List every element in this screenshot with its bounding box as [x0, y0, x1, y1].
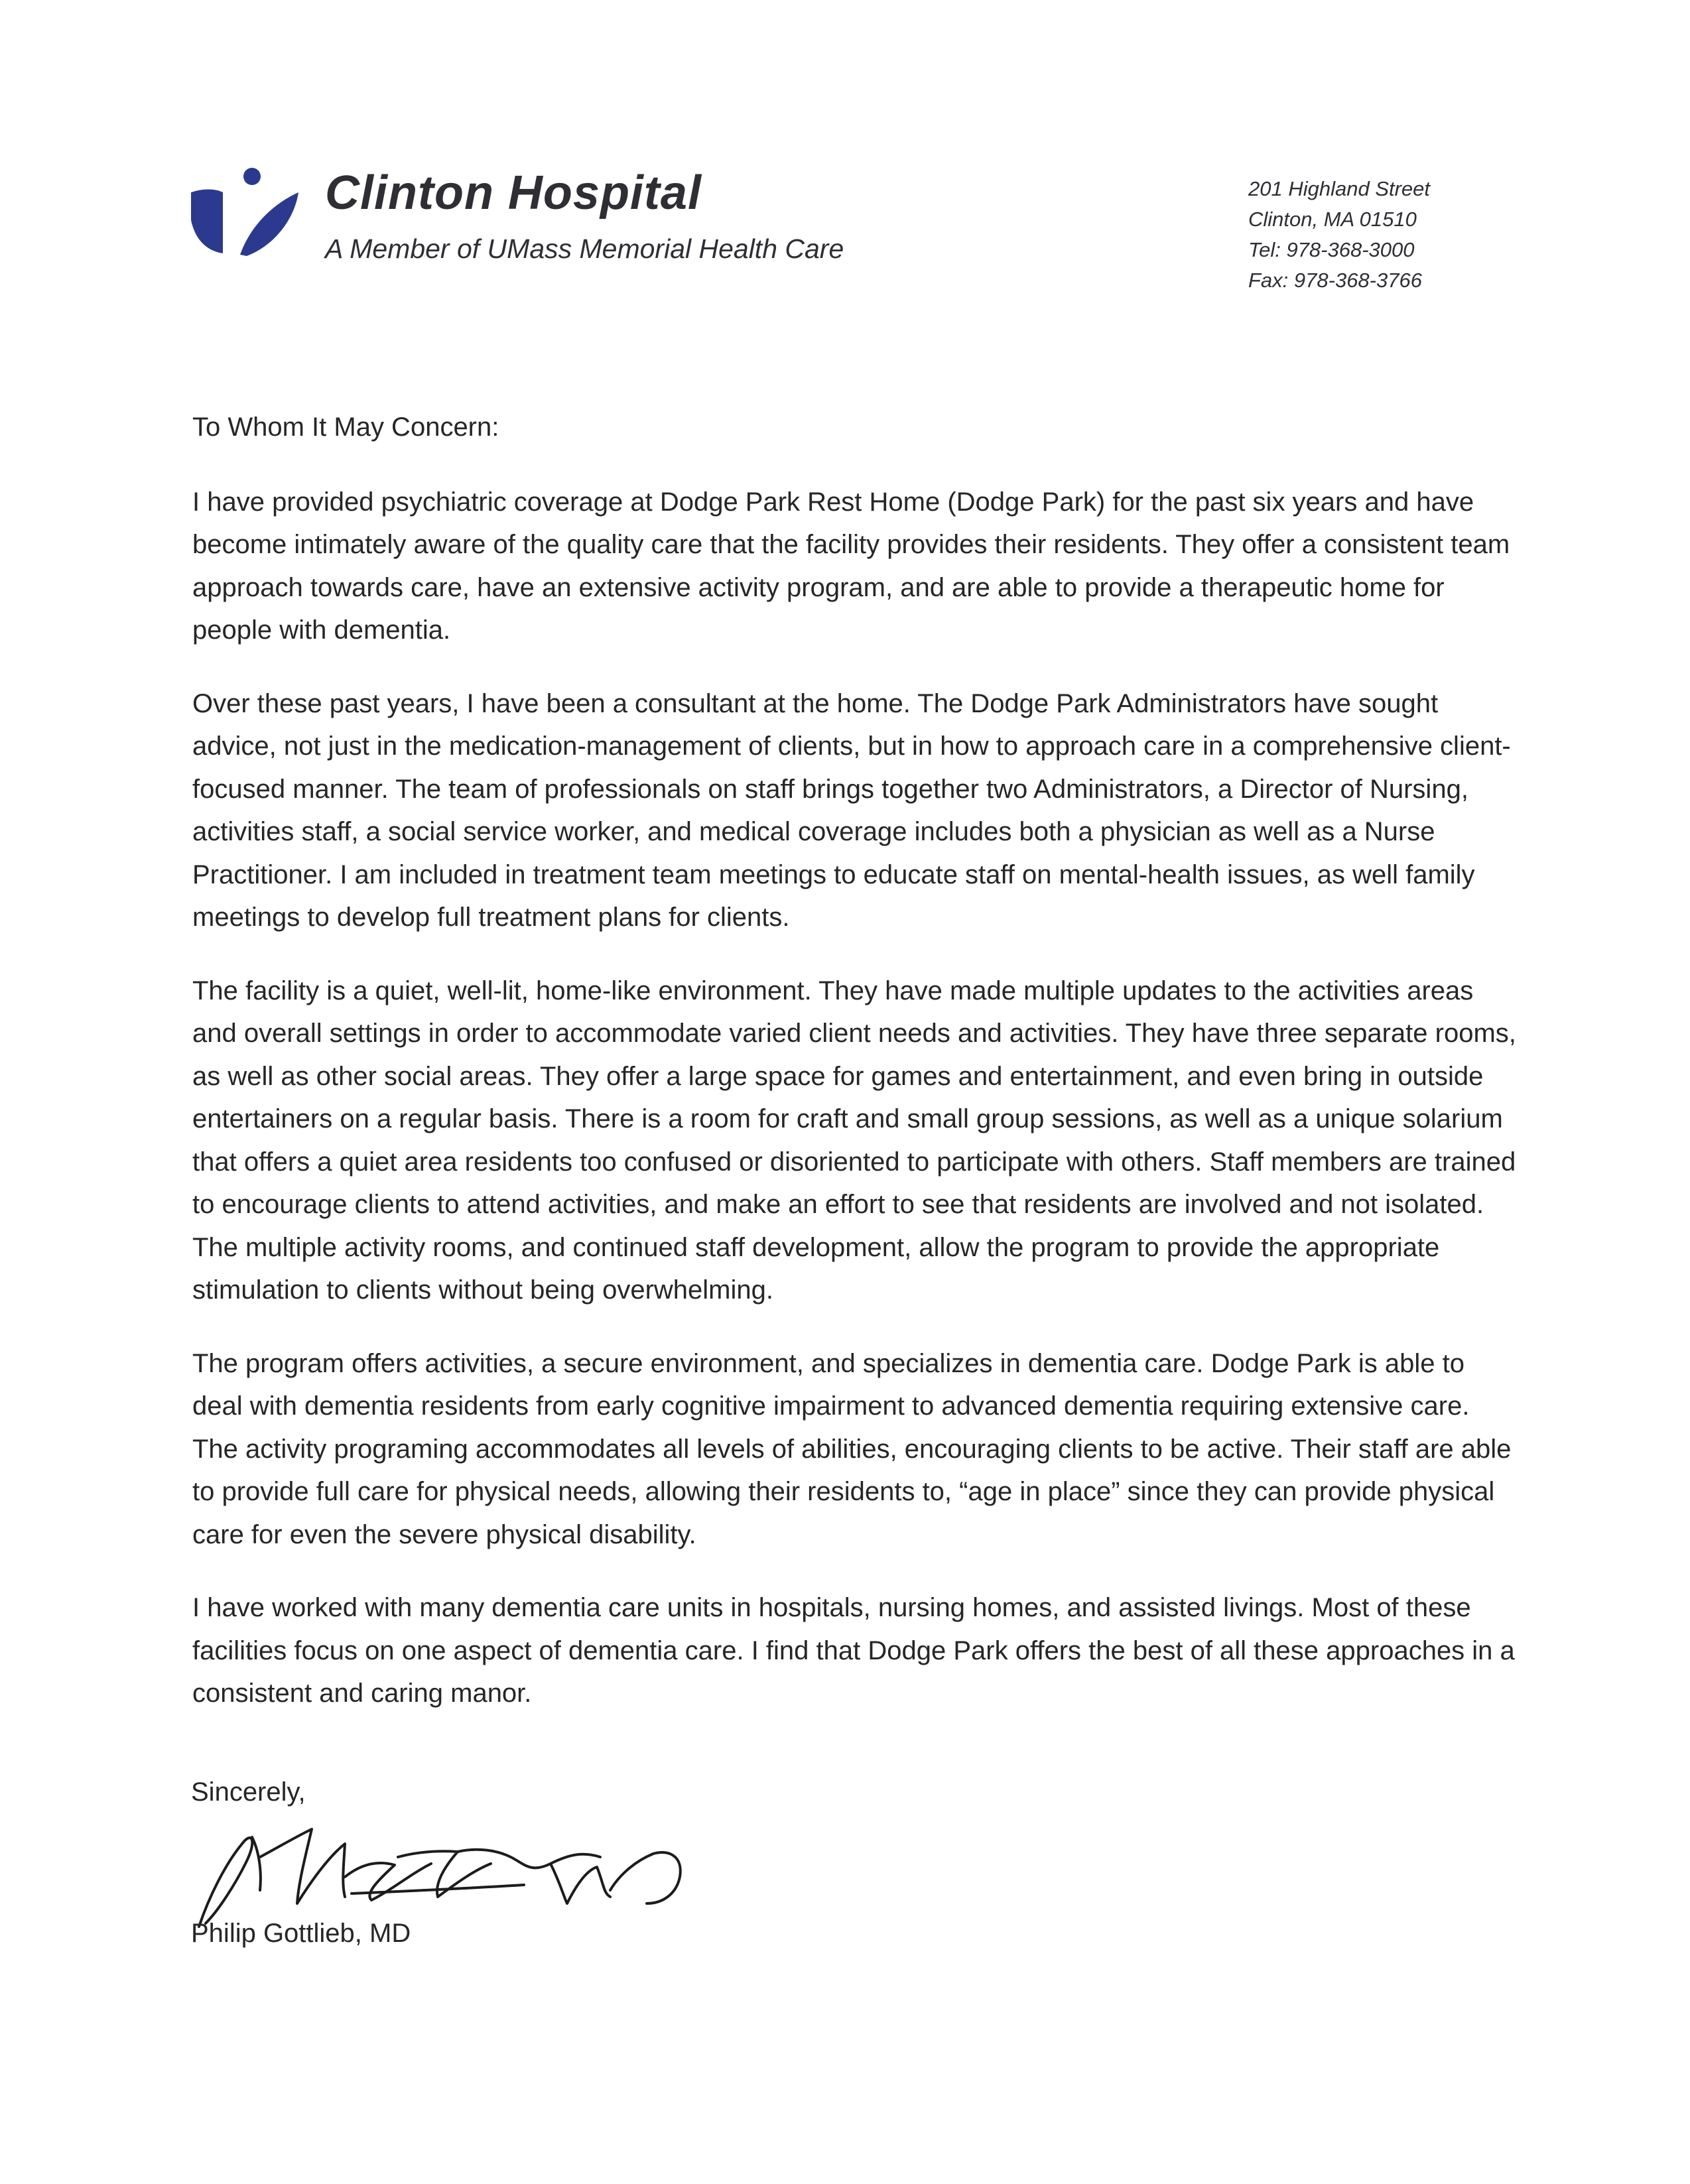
- clinton-hospital-logo-icon: [188, 166, 301, 259]
- body-paragraph-3: The facility is a quiet, well-lit, home-like environment. They have made multiple updates to the activities areas and overall settings in order to accommodate varied client needs and activities. They have three separate rooms, as well as other social areas. They offer a large space for games and entertainment, and even bring in outside entertainers on a regular basis. There is a room for craft and small group sessions, as well as a unique solarium that offers a quiet area residents too confused or disoriented to participate with others. Staff members are trained to encourage clients to attend activities, and make an effort to see that residents are involved and not isolated. The multiple activity rooms, and continued staff development, allow the program to provide the appropriate stimulation to clients without being overwhelming.: [192, 976, 1516, 1305]
- body-paragraph-1: I have provided psychiatric coverage at Dodge Park Rest Home (Dodge Park) for the past six years and have become intimately aware of the quality care that the facility provides their residents. They offer a consistent team approach towards care, have an extensive activity program, and are able to provide a therapeutic home for people with dementia.: [192, 487, 1510, 645]
- address-street: 201 Highland Street: [1248, 177, 1431, 200]
- body-paragraph-2: Over these past years, I have been a consultant at the home. The Dodge Park Administrators have sought advice, not just in the medication-management of clients, but in how to approach care in a comprehensive client-focused manner. The team of professionals on staff brings together two Administrators, a Director of Nursing, activities staff, a social service worker, and medical coverage includes both a physician as well as a Nurse Practitioner. I am included in treatment team meetings to educate staff on mental-health issues, as well family meetings to develop full treatment plans for clients.: [192, 688, 1511, 932]
- address-block: [1248, 174, 1430, 296]
- address-city: Clinton, MA 01510: [1248, 208, 1417, 231]
- closing: Sincerely,: [191, 1777, 306, 1807]
- organization-tagline: A Member of UMass Memorial Health Care: [325, 233, 844, 264]
- handwritten-signature-icon: [179, 1811, 749, 1937]
- address-telephone: Tel: 978-368-3000: [1248, 238, 1415, 261]
- address-fax: Fax: 978-368-3766: [1248, 269, 1422, 292]
- body-paragraph-5: I have worked with many dementia care units in hospitals, nursing homes, and assisted livings. Most of these facilities focus on one aspect of dementia care. I find that Dodge Park offers the best of all these approaches in a consistent and caring manor.: [192, 1593, 1515, 1708]
- salutation: To Whom It May Concern:: [192, 413, 499, 442]
- letter-body: [192, 406, 1519, 1746]
- body-paragraph-4: The program offers activities, a secure environment, and specializes in dementia care. Dodge Park is able to deal with dementia residents from early cognitive impairment to advanced dementia requiring extensive care. The activity programing accommodates all levels of abilities, encouraging clients to be active. Their staff are able to provide full care for physical needs, allowing their residents to, “age in place” since they can provide physical care for even the severe physical disability.: [192, 1348, 1512, 1549]
- organization-name: Clinton Hospital: [325, 166, 702, 220]
- signer-name: Philip Gottlieb, MD: [191, 1919, 411, 1948]
